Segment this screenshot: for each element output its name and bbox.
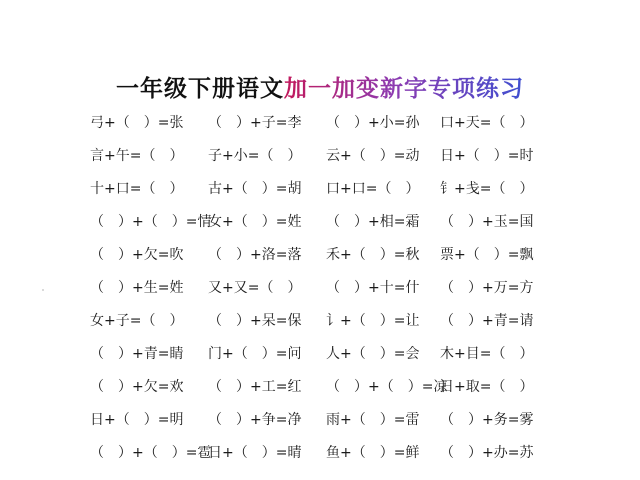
exercise-item: 言+午=（ ） xyxy=(90,148,184,164)
exercise-item: （ ）+十=什 xyxy=(326,280,420,296)
worksheet-title xyxy=(0,70,640,103)
exercise-item: （ ）+生=姓 xyxy=(90,280,184,296)
exercise-item: （ ）+洛=落 xyxy=(208,247,302,263)
exercise-row xyxy=(90,212,560,245)
exercise-row xyxy=(90,278,560,311)
exercise-item: （ ）+办=苏 xyxy=(440,445,534,461)
exercise-item: 日+（ ）=晴 xyxy=(208,445,302,461)
exercise-item: 鱼+（ ）=鲜 xyxy=(326,445,420,461)
exercise-item: （ ）+欠=欢 xyxy=(90,379,184,395)
exercise-item: 口+天=（ ） xyxy=(440,115,534,131)
exercise-row xyxy=(90,146,560,179)
exercise-item: （ ）+相=霜 xyxy=(326,214,420,230)
exercise-grid xyxy=(90,113,560,476)
exercise-item: （ ）+万=方 xyxy=(440,280,534,296)
exercise-item: 票+（ ）=飘 xyxy=(440,247,534,263)
exercise-item: 日+（ ）=时 xyxy=(440,148,534,164)
exercise-item: 钅+戋=（ ） xyxy=(440,181,534,197)
exercise-item: 人+（ ）=会 xyxy=(326,346,420,362)
exercise-item: （ ）+（ ）=雹 xyxy=(90,445,212,461)
exercise-row xyxy=(90,344,560,377)
exercise-item: （ ）+小=孙 xyxy=(326,115,420,131)
exercise-item: 木+目=（ ） xyxy=(440,346,534,362)
exercise-row xyxy=(90,377,560,410)
exercise-item: 女+子=（ ） xyxy=(90,313,184,329)
exercise-item: （ ）+务=雾 xyxy=(440,412,534,428)
exercise-item: 弓+（ ）=张 xyxy=(90,115,184,131)
exercise-item: （ ）+子=李 xyxy=(208,115,302,131)
exercise-item: （ ）+玉=国 xyxy=(440,214,534,230)
exercise-item: （ ）+欠=吹 xyxy=(90,247,184,263)
exercise-item: （ ）+争=净 xyxy=(208,412,302,428)
exercise-item: （ ）+工=红 xyxy=(208,379,302,395)
exercise-item: 日+取=（ ） xyxy=(440,379,534,395)
scan-speck xyxy=(42,289,44,291)
exercise-item: 日+（ ）=明 xyxy=(90,412,184,428)
exercise-item: 讠+（ ）=让 xyxy=(326,313,420,329)
exercise-item: 禾+（ ）=秋 xyxy=(326,247,420,263)
exercise-row xyxy=(90,410,560,443)
title-topic-part: 加一加变新字专项练习 xyxy=(284,76,524,102)
exercise-row xyxy=(90,245,560,278)
exercise-item: 又+又=（ ） xyxy=(208,280,302,296)
exercise-row xyxy=(90,113,560,146)
exercise-item: 子+小=（ ） xyxy=(208,148,302,164)
exercise-item: （ ）+（ ）=凉 xyxy=(326,379,448,395)
exercise-item: 口+口=（ ） xyxy=(326,181,420,197)
title-grade-part: 一年级下册语文 xyxy=(116,76,284,102)
exercise-item: 门+（ ）=问 xyxy=(208,346,302,362)
exercise-item: 女+（ ）=姓 xyxy=(208,214,302,230)
exercise-item: （ ）+（ ）=情 xyxy=(90,214,212,230)
exercise-item: 云+（ ）=动 xyxy=(326,148,420,164)
exercise-item: （ ）+青=睛 xyxy=(90,346,184,362)
exercise-item: 古+（ ）=胡 xyxy=(208,181,302,197)
exercise-row xyxy=(90,443,560,476)
exercise-item: 雨+（ ）=雷 xyxy=(326,412,420,428)
exercise-row xyxy=(90,311,560,344)
exercise-item: （ ）+青=请 xyxy=(440,313,534,329)
exercise-row xyxy=(90,179,560,212)
exercise-item: 十+口=（ ） xyxy=(90,181,184,197)
exercise-item: （ ）+呆=保 xyxy=(208,313,302,329)
